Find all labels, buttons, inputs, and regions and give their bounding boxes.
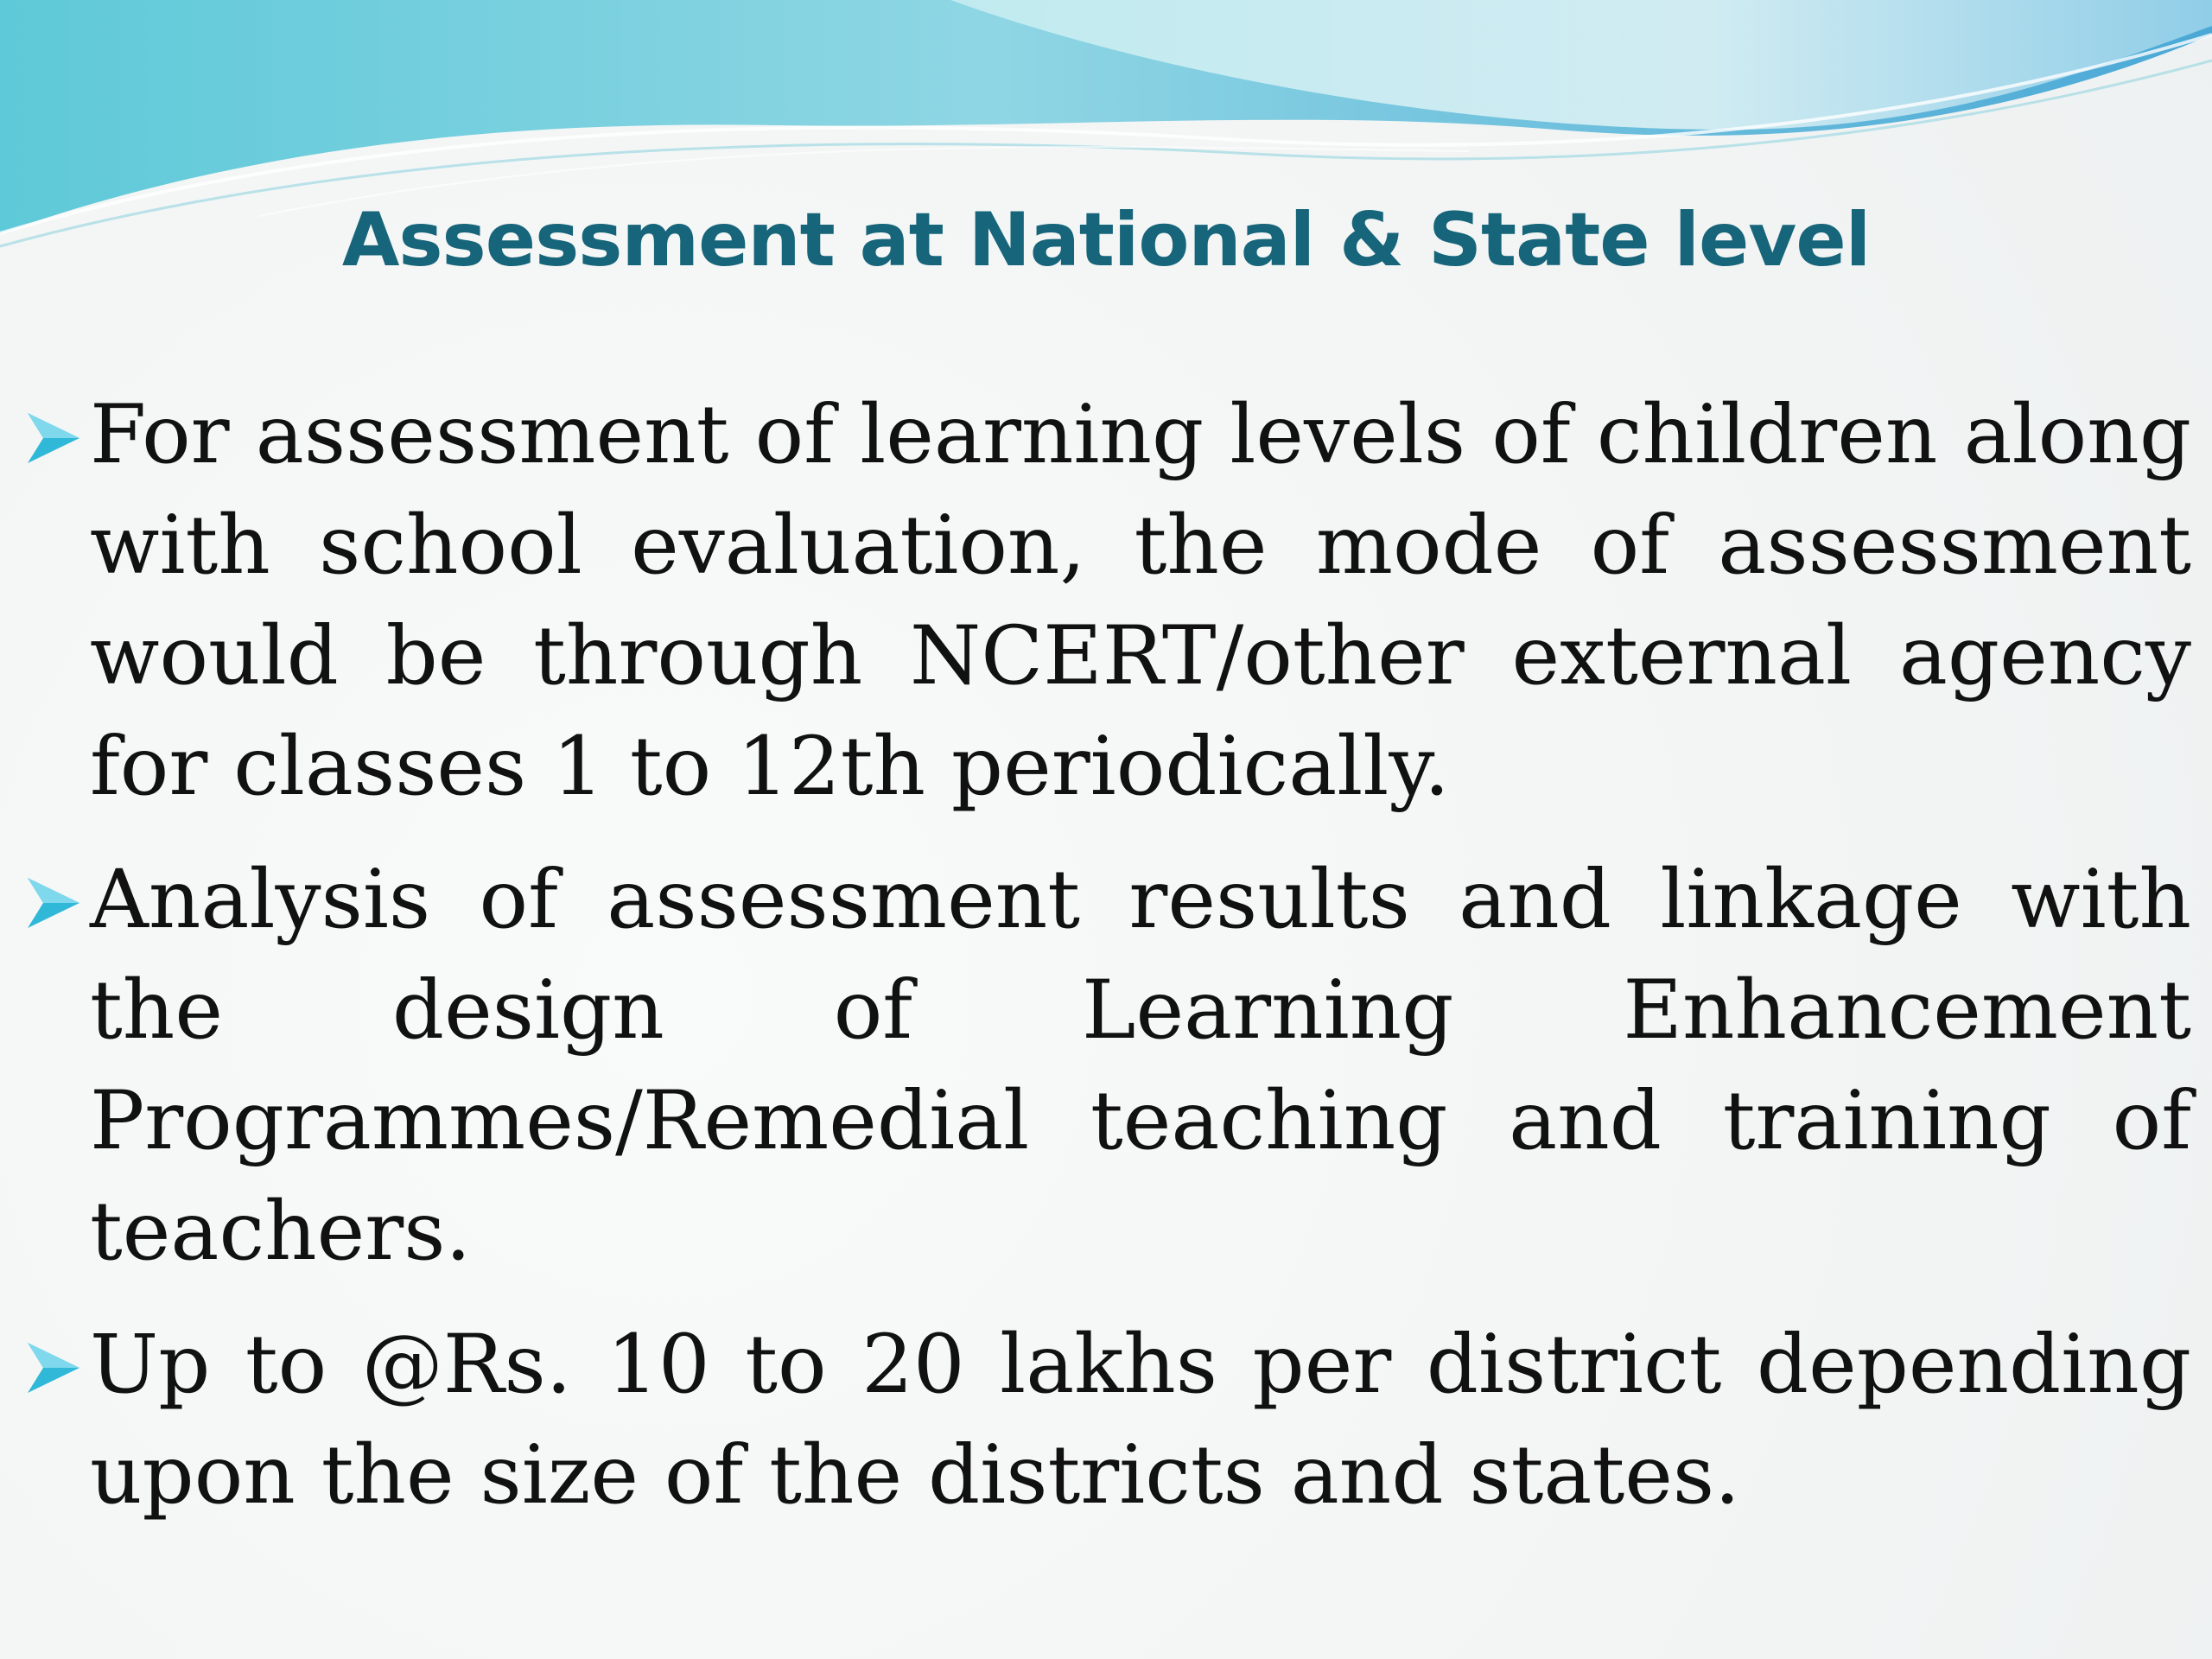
bullet-text: For assessment of learning levels of children along with school evaluation, the mode of assessment would be through NCERT/other external agency for classes 1 to 12th periodically.: [90, 388, 2191, 814]
slide-title: Assessment at National & State level: [341, 197, 1871, 283]
arrowhead-bullet-icon: [24, 1339, 83, 1396]
bullet-text: Up to @Rs. 10 to 20 lakhs per district depending upon the size of the districts and states.: [90, 1318, 2191, 1522]
bullet-text: Analysis of assessment results and linkage with the design of Learning Enhancement Programmes/Remedial teaching and training of teachers.: [90, 853, 2191, 1279]
bullet-item: [24, 380, 2191, 823]
arrowhead-bullet-icon: [24, 410, 83, 467]
bullet-list: [24, 380, 2191, 1554]
bullet-item: [24, 845, 2191, 1287]
bullet-item: [24, 1310, 2191, 1531]
arrowhead-bullet-icon: [24, 874, 83, 931]
